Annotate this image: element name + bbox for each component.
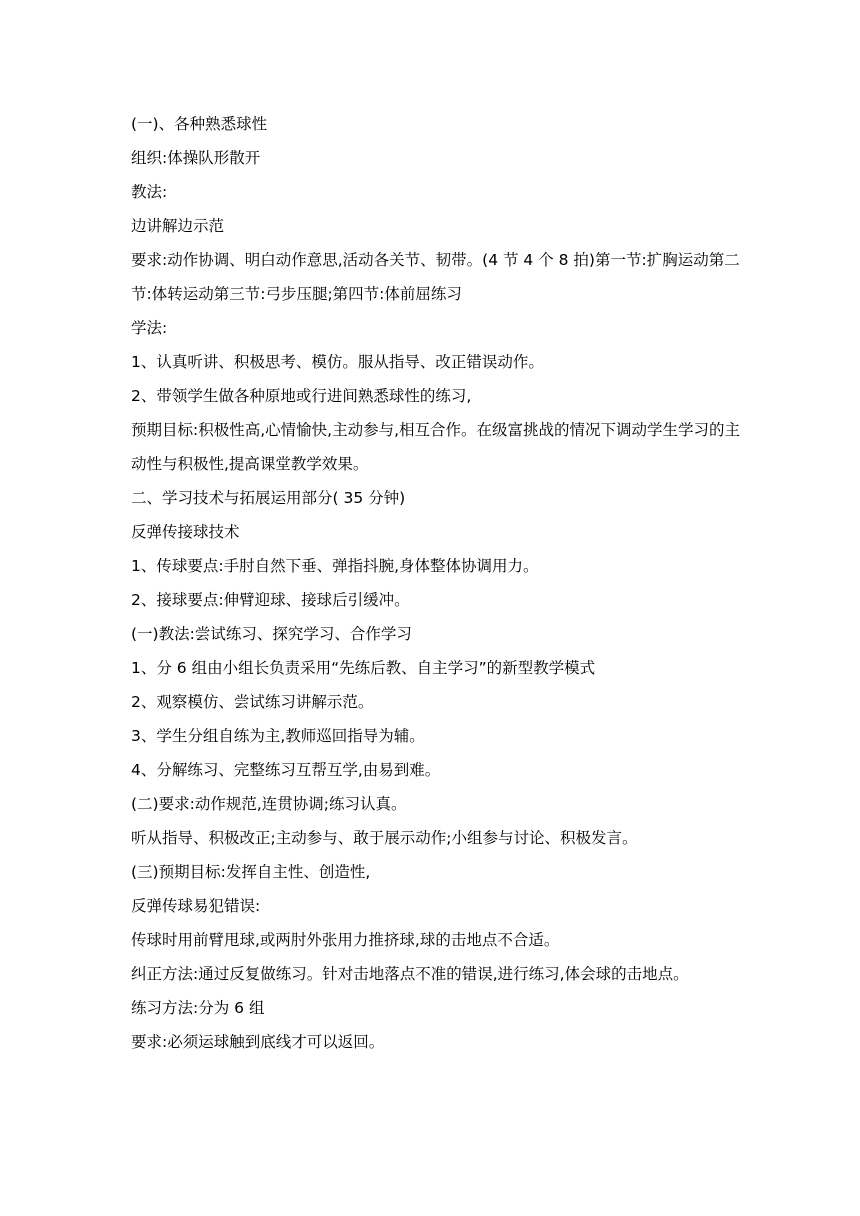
practice-requirement-line: 要求:必须运球触到底线才可以返回。 xyxy=(131,1033,385,1051)
teaching-method-label: 教法: xyxy=(131,183,168,201)
teaching-method-text: 边讲解边示范 xyxy=(131,217,225,235)
section-heading-ball-familiarization: (一)、各种熟悉球性 xyxy=(131,115,268,133)
organization-line: 组织:体操队形散开 xyxy=(131,149,261,167)
section-heading-skills: 二、学习技术与拓展运用部分( 35 分钟) xyxy=(131,489,406,507)
common-errors-detail: 传球时用前臂甩球,或两肘外张用力推挤球,球的击地点不合适。 xyxy=(131,931,560,949)
teaching-methods-heading: (一)教法:尝试练习、探究学习、合作学习 xyxy=(131,625,412,643)
document-body xyxy=(131,107,741,1059)
correction-method-paragraph: 纠正方法:通过反复做练习。针对击地落点不准的错误,进行练习,体会球的击地点。 xyxy=(131,965,689,983)
catch-key-point: 2、接球要点:伸臂迎球、接球后引缓冲。 xyxy=(131,591,410,609)
common-errors-heading: 反弹传球易犯错误: xyxy=(131,897,261,915)
bounce-pass-title: 反弹传接球技术 xyxy=(131,523,240,541)
requirements-heading: (二)要求:动作规范,连贯协调;练习认真。 xyxy=(131,795,407,813)
teaching-step-4: 4、分解练习、完整练习互帮互学,由易到难。 xyxy=(131,761,441,779)
teaching-step-1: 1、分 6 组由小组长负责采用“先练后教、自主学习”的新型教学模式 xyxy=(131,659,596,677)
pass-key-point: 1、传球要点:手肘自然下垂、弹指抖腕,身体整体协调用力。 xyxy=(131,557,539,575)
requirements-paragraph: 要求:动作协调、明白动作意思,活动各关节、韧带。(4 节 4 个 8 拍)第一节:扩胸运动第二节:体转运动第三节:弓步压腿;第四节:体前屈练习 xyxy=(131,251,740,303)
expected-goal-heading: (三)预期目标:发挥自主性、创造性, xyxy=(131,863,371,881)
expected-goal-paragraph: 预期目标:积极性高,心情愉快,主动参与,相互合作。在级富挑战的情况下调动学生学习的主动性与积极性,提高课堂教学效果。 xyxy=(131,421,741,473)
learning-method-label: 学法: xyxy=(131,319,168,337)
teaching-step-2: 2、观察模仿、尝试练习讲解示范。 xyxy=(131,693,374,711)
teaching-step-3: 3、学生分组自练为主,教师巡回指导为辅。 xyxy=(131,727,425,745)
learning-step-1: 1、认真听讲、积极思考、模仿。服从指导、改正错误动作。 xyxy=(131,353,544,371)
requirements-detail: 听从指导、积极改正;主动参与、敢于展示动作;小组参与讨论、积极发言。 xyxy=(131,829,638,847)
practice-method-line: 练习方法:分为 6 组 xyxy=(131,999,265,1017)
learning-step-2: 2、带领学生做各种原地或行进间熟悉球性的练习, xyxy=(131,387,472,405)
